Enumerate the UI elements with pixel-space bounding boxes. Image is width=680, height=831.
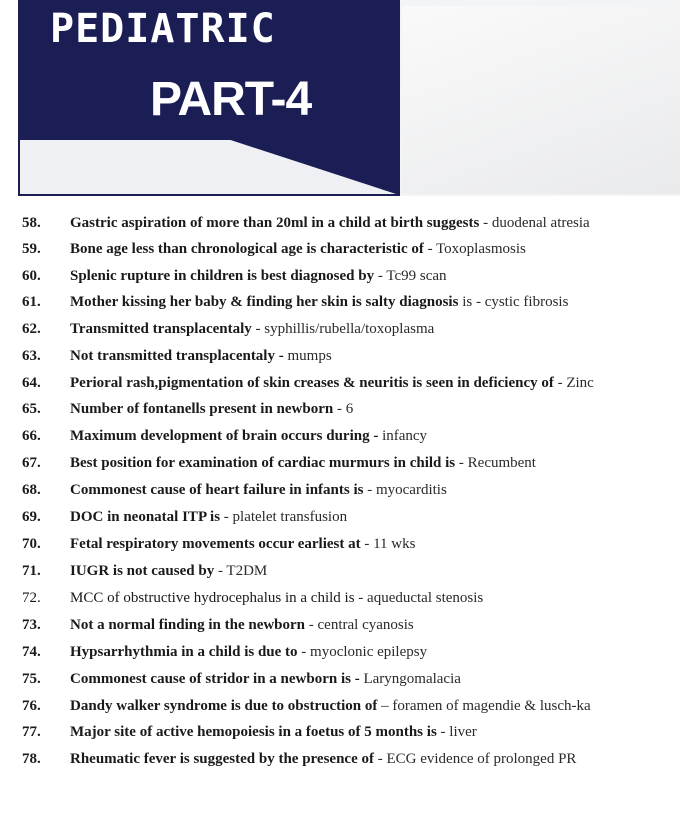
item-answer: - Recumbent — [455, 455, 536, 471]
item-question: IUGR is not caused by — [70, 563, 215, 579]
item-answer: - Zinc — [553, 375, 594, 391]
item-number: 71. — [22, 563, 41, 579]
item-text — [70, 695, 680, 717]
item-question: Mother kissing her baby & finding her skin is salty diagnosis — [70, 294, 459, 310]
item-question: Commonest cause of heart failure in infants is — [70, 482, 364, 498]
item-answer: - Toxoplasmosis — [423, 241, 526, 257]
list-item — [0, 318, 680, 340]
list-item — [0, 425, 680, 447]
item-number: 66. — [22, 428, 41, 444]
item-question: Splenic rupture in children is best diagnosed by — [70, 268, 375, 284]
list-item — [0, 506, 680, 528]
item-question: Transmitted transplacentaly — [70, 321, 252, 337]
item-answer: Laryngomalacia — [359, 671, 461, 687]
item-question: Hypsarrhythmia in a child is due to — [70, 644, 298, 660]
item-question: Dandy walker syndrome is due to obstruction of — [70, 698, 378, 714]
item-text — [70, 748, 680, 770]
list-item — [0, 345, 680, 367]
item-number: 77. — [22, 724, 41, 740]
item-question: Major site of active hemopoiesis in a foetus of 5 months is — [70, 724, 437, 740]
item-number: 73. — [22, 617, 41, 633]
item-answer: - 6 — [333, 401, 354, 417]
item-answer: - 11 wks — [360, 536, 416, 552]
item-answer: is - cystic fibrosis — [458, 294, 569, 310]
item-number: 59. — [22, 241, 41, 257]
item-text — [70, 506, 680, 528]
item-text — [70, 265, 680, 287]
item-text — [70, 721, 680, 743]
list-item — [0, 265, 680, 287]
item-answer: - syphillis/rubella/toxoplasma — [251, 321, 435, 337]
item-number: 60. — [22, 268, 41, 284]
list-item — [0, 533, 680, 555]
item-question: Fetal respiratory movements occur earliest at — [70, 536, 361, 552]
item-text — [70, 452, 680, 474]
item-question: Not a normal finding in the newborn — [70, 617, 306, 633]
item-number: 61. — [22, 294, 41, 310]
item-answer: - myocarditis — [363, 482, 447, 498]
item-number: 65. — [22, 401, 41, 417]
list-item — [0, 212, 680, 234]
list-item — [0, 668, 680, 690]
item-number: 76. — [22, 698, 41, 714]
item-answer: - aqueductal stenosis — [354, 590, 484, 606]
item-number: 78. — [22, 751, 41, 767]
item-question: Not transmitted transplacentaly - — [70, 348, 284, 364]
item-answer: mumps — [283, 348, 332, 364]
item-answer: - myoclonic epilepsy — [297, 644, 428, 660]
item-number: 62. — [22, 321, 41, 337]
item-question: Maximum development of brain occurs during - — [70, 428, 379, 444]
list-item — [0, 452, 680, 474]
item-text — [70, 238, 680, 260]
item-number: 58. — [22, 215, 41, 231]
list-item — [0, 614, 680, 636]
item-number: 69. — [22, 509, 41, 525]
item-text — [70, 533, 680, 555]
item-number: 68. — [22, 482, 41, 498]
question-list — [0, 212, 680, 775]
title-line-2: PART-4 — [150, 73, 312, 126]
item-answer: - ECG evidence of prolonged PR — [373, 751, 577, 767]
item-answer: - Tc99 scan — [374, 268, 447, 284]
item-text — [70, 641, 680, 663]
item-text — [70, 614, 680, 636]
list-item — [0, 748, 680, 770]
item-question: Best position for examination of cardiac murmurs in child is — [70, 455, 456, 471]
item-number: 63. — [22, 348, 41, 364]
item-text — [70, 479, 680, 501]
item-question: Number of fontanells present in newborn — [70, 401, 334, 417]
list-item — [0, 238, 680, 260]
item-text — [70, 212, 680, 234]
item-number: 70. — [22, 536, 41, 552]
item-number: 75. — [22, 671, 41, 687]
item-text — [70, 560, 680, 582]
item-number: 64. — [22, 375, 41, 391]
list-item — [0, 641, 680, 663]
item-text — [70, 587, 680, 609]
item-answer: - platelet transfusion — [220, 509, 348, 525]
item-text — [70, 668, 680, 690]
item-text — [70, 318, 680, 340]
item-answer: - liver — [436, 724, 477, 740]
item-answer: - central cyanosis — [305, 617, 414, 633]
header-image — [402, 6, 680, 194]
item-question: Gastric aspiration of more than 20ml in a child at birth suggests — [70, 215, 480, 231]
list-item — [0, 721, 680, 743]
list-item — [0, 291, 680, 313]
item-text — [70, 398, 680, 420]
list-item — [0, 398, 680, 420]
title-line-1: PEDIATRIC — [50, 6, 276, 52]
item-question: Bone age less than chronological age is characteristic of — [70, 241, 424, 257]
item-text — [70, 372, 680, 394]
list-item — [0, 695, 680, 717]
item-text — [70, 291, 680, 313]
item-number: 74. — [22, 644, 41, 660]
item-number: 67. — [22, 455, 41, 471]
item-text — [70, 345, 680, 367]
item-text — [70, 425, 680, 447]
item-answer: infancy — [378, 428, 428, 444]
item-answer: - T2DM — [214, 563, 268, 579]
item-question: MCC of obstructive hydrocephalus in a child is — [70, 590, 355, 606]
list-item — [0, 587, 680, 609]
item-question: Perioral rash,pigmentation of skin creases & neuritis is seen in deficiency of — [70, 375, 554, 391]
item-answer: – foramen of magendie & lusch-ka — [377, 698, 591, 714]
item-number: 72. — [22, 590, 41, 606]
list-item — [0, 479, 680, 501]
item-question: Rheumatic fever is suggested by the presence of — [70, 751, 374, 767]
item-answer: - duodenal atresia — [479, 215, 590, 231]
item-question: DOC in neonatal ITP is — [70, 509, 221, 525]
list-item — [0, 560, 680, 582]
item-question: Commonest cause of stridor in a newborn is - — [70, 671, 360, 687]
list-item — [0, 372, 680, 394]
